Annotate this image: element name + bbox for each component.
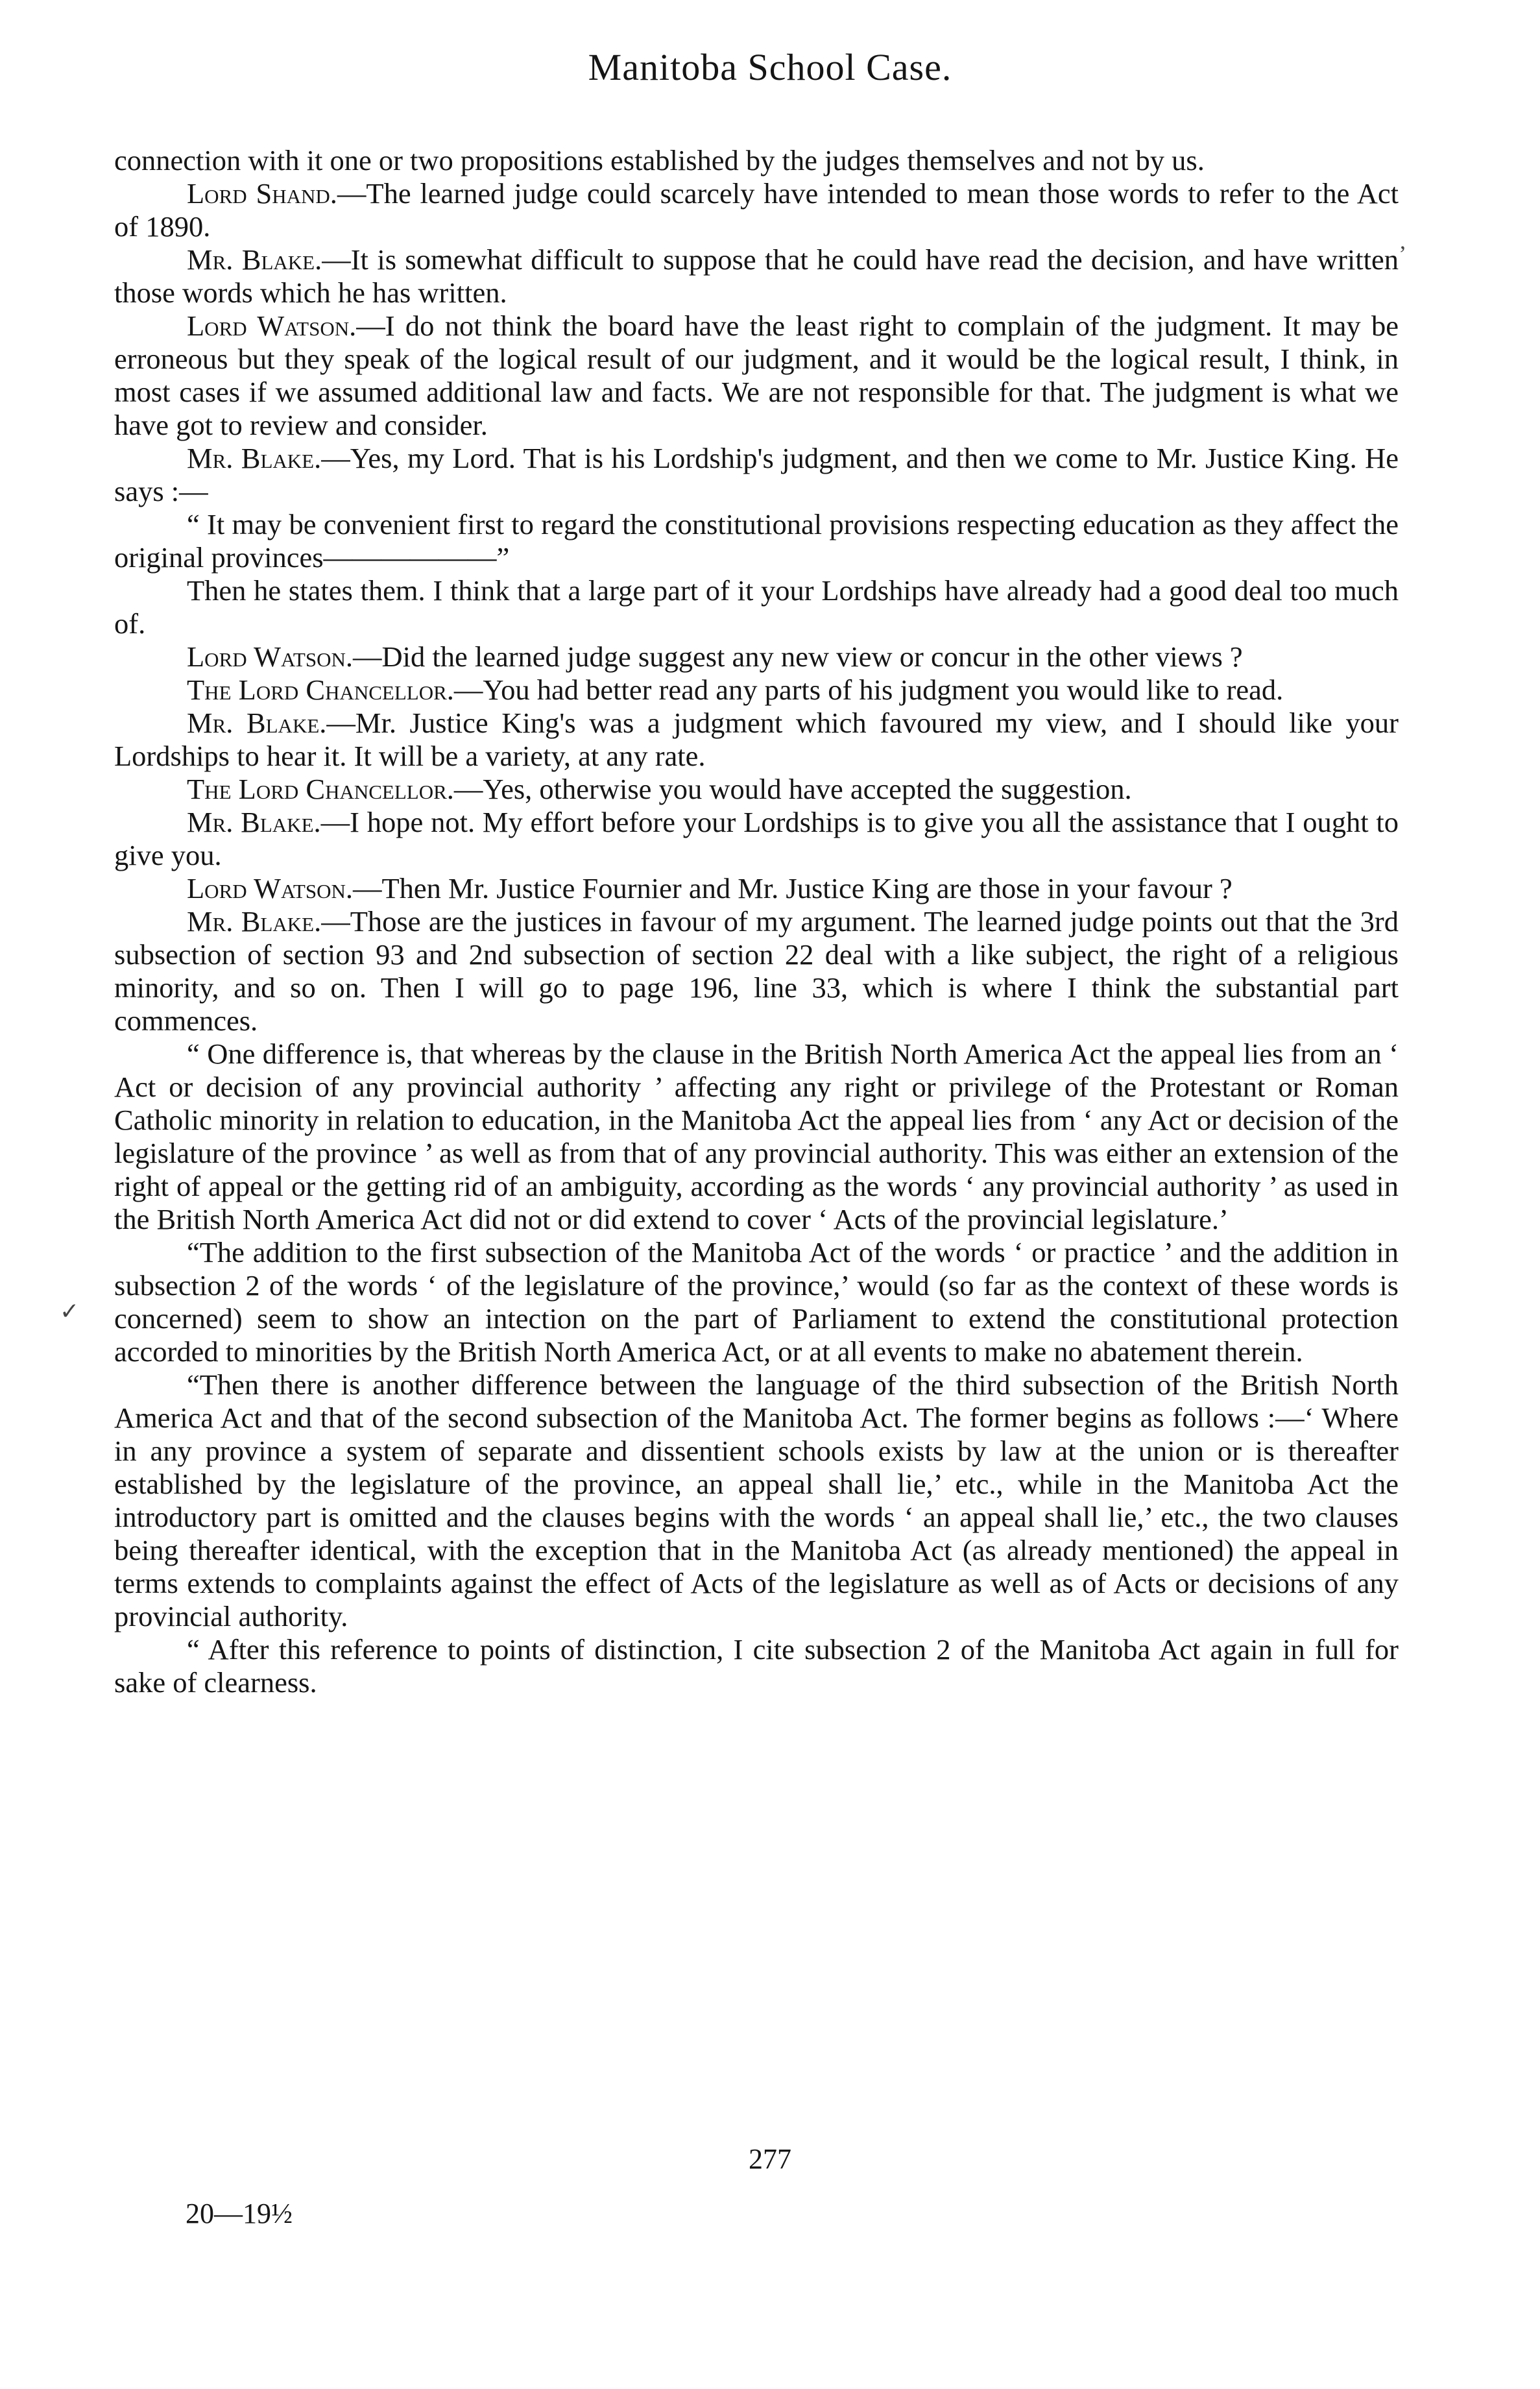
paragraph-text: “ It may be convenient first to regard the constitutional provisions respecting education as they affect the original provinces——————” — [114, 508, 1399, 574]
quoted-paragraph — [114, 1037, 1399, 1236]
paragraph — [114, 177, 1399, 243]
paragraph-text: “The addition to the first subsection of the Manitoba Act of the words ‘ or practice ’ and the addition in subsection 2 of the words ‘ of the legislature of the province,’ would (so far as the context of these words is concerned) seem to show an intection on the part of Parliament to extend the constitutional protection accorded to minorities by the British North America Act, or at all events to make no abatement therein. — [114, 1236, 1399, 1368]
paragraph — [114, 243, 1399, 309]
paragraph — [114, 640, 1399, 673]
speaker-name: The Lord Chancellor. — [187, 773, 454, 805]
speaker-name: Mr. Blake. — [187, 806, 321, 838]
paragraph-text: “ After this reference to points of distinction, I cite subsection 2 of the Manitoba Act again in full for sake of clearness. — [114, 1633, 1399, 1699]
paragraph-text: Then he states them. I think that a large part of it your Lordships have already had a good deal too much of. — [114, 574, 1399, 640]
paragraph-text: —Those are the justices in favour of my argument. The learned judge points out that the 3rd subsection of section 93 and 2nd subsection of section 22 deal with a like subject, the right of a religious minority, and so on. Then I will go to page 196, line 33, which is where I think the substantial part commences. — [114, 905, 1399, 1037]
paragraph-text: —Yes, otherwise you would have accepted the suggestion. — [453, 773, 1132, 805]
paragraph-text: —Yes, my Lord. That is his Lordship's judgment, and then we come to Mr. Justice King. He says :— — [114, 442, 1399, 507]
speaker-name: Mr. Blake. — [187, 707, 327, 739]
paragraph — [114, 442, 1399, 508]
paragraph — [114, 309, 1399, 442]
paragraph — [114, 144, 1399, 177]
paragraph-text: —I do not think the board have the least right to complain of the judgment. It may be erroneous but they speak of the logical result of our judgment, and it would be the logical result, I think, in most cases if we assumed additional law and facts. We are not responsible for that. The judgment is what we have got to review and consider. — [114, 309, 1399, 441]
paragraph — [114, 773, 1399, 806]
paragraph — [114, 673, 1399, 707]
margin-mark: , — [1400, 228, 1406, 254]
paragraph — [114, 574, 1399, 640]
speaker-name: Mr. Blake. — [187, 442, 322, 474]
paragraph-text: —Then Mr. Justice Fournier and Mr. Justice King are those in your favour ? — [352, 872, 1233, 904]
paragraph — [114, 872, 1399, 905]
paragraph-text: “Then there is another difference between the language of the third subsection of the British North America Act and that of the second subsection of the Manitoba Act. The former begins as follows :—‘ Where in any province a system of separate and dissentient schools exists by law at the union or is thereafter established by the legislature of the province, an appeal shall lie,’ etc., while in the Manitoba Act the introductory part is omitted and the clauses begins with the words ‘ an appeal shall lie,’ etc., the two clauses being thereafter identical, with the exception that in the Manitoba Act (as already mentioned) the appeal in terms extends to complaints against the effect of Acts of the legislature as well as of Acts or decisions of any provincial authority. — [114, 1368, 1399, 1632]
speaker-name: Mr. Blake. — [187, 243, 322, 276]
paragraph-text: —Did the learned judge suggest any new view or concur in the other views ? — [352, 640, 1243, 673]
paragraph-text: connection with it one or two propositions established by the judges themselves and not by us. — [114, 144, 1205, 176]
quoted-paragraph — [114, 508, 1399, 574]
paragraph-text: —You had better read any parts of his judgment you would like to read. — [453, 673, 1284, 706]
signature-mark: 20—19½ — [186, 2198, 293, 2229]
page-number: 277 — [749, 2143, 791, 2175]
margin-mark: ✓ — [60, 1298, 80, 1324]
quoted-paragraph — [114, 1236, 1399, 1368]
quoted-paragraph — [114, 1633, 1399, 1699]
paragraph-text: —I hope not. My effort before your Lordships is to give you all the assistance that I ought to give you. — [114, 806, 1399, 871]
paragraph — [114, 707, 1399, 773]
running-title: Manitoba School Case. — [588, 46, 952, 88]
speaker-name: Lord Shand. — [187, 177, 337, 210]
body-text — [114, 144, 1399, 1699]
quoted-paragraph — [114, 1368, 1399, 1633]
speaker-name: The Lord Chancellor. — [187, 673, 454, 706]
speaker-name: Mr. Blake. — [187, 905, 322, 938]
paragraph-text: —Mr. Justice King's was a judgment which favoured my view, and I should like your Lordships to hear it. It will be a variety, at any rate. — [114, 707, 1399, 772]
speaker-name: Lord Watson. — [187, 872, 353, 904]
paragraph-text: —It is somewhat difficult to suppose that he could have read the decision, and have written those words which he has written. — [114, 243, 1399, 309]
speaker-name: Lord Watson. — [187, 640, 353, 673]
speaker-name: Lord Watson. — [187, 309, 357, 342]
paragraph-text: “ One difference is, that whereas by the clause in the British North America Act the appeal lies from an ‘ Act or decision of any provincial authority ’ affecting any right or privilege of the Protestant or Roman Catholic minority in relation to education, in the Manitoba Act the appeal lies from ‘ any Act or decision of the legislature of the province ’ as well as from that of any provincial authority. This was either an extension of the right of appeal or the getting rid of an ambiguity, according as the words ‘ any provincial authority ’ as used in the British North America Act did not or did extend to cover ‘ Acts of the provincial legislature.’ — [114, 1037, 1399, 1235]
paragraph — [114, 905, 1399, 1037]
paragraph — [114, 806, 1399, 872]
paragraph-text: —The learned judge could scarcely have intended to mean those words to refer to the Act of 1890. — [114, 177, 1399, 243]
